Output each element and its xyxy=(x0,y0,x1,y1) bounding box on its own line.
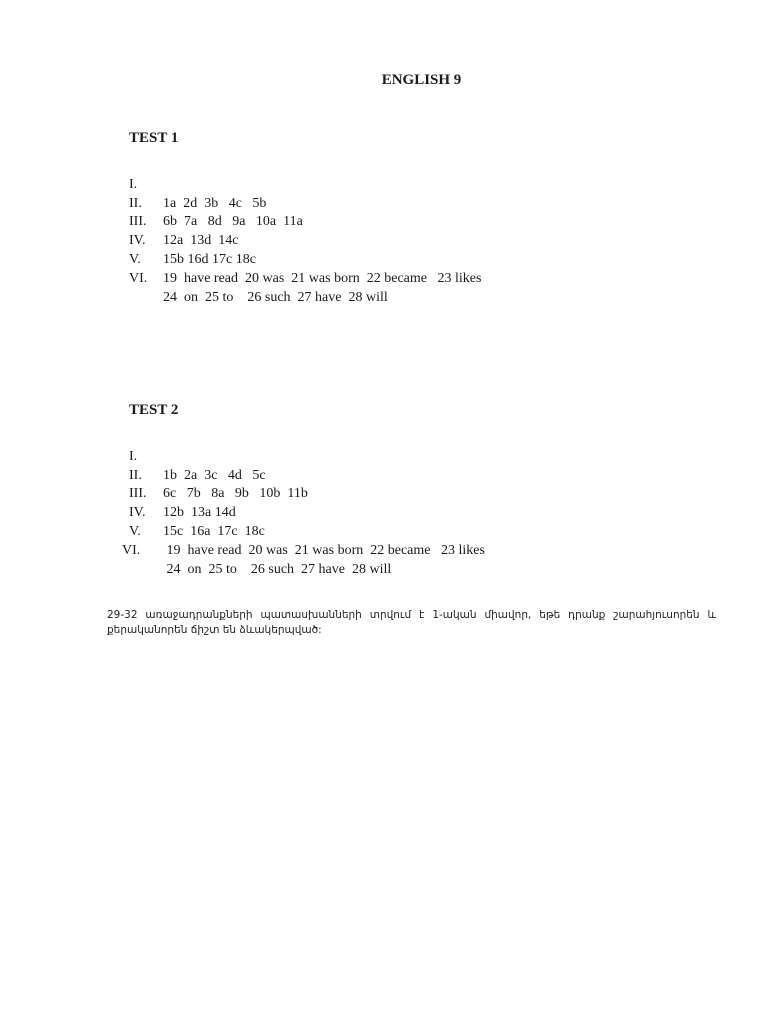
answer-text: 6c 7b 8a 9b 10b 11b xyxy=(163,486,308,502)
roman-numeral: III. xyxy=(129,214,147,230)
roman-numeral: VI. xyxy=(129,270,148,286)
answer-text: 24 on 25 to 26 such 27 have 28 will xyxy=(163,561,392,577)
test-1-answer-list xyxy=(0,157,768,305)
roman-numeral: VI. xyxy=(122,542,141,558)
answer-text: 19 have read 20 was 21 was born 22 became 23 likes xyxy=(163,542,485,558)
test-1-heading: TEST 1 xyxy=(129,130,179,146)
test-2-answer-list xyxy=(0,429,768,577)
answer-text: 15c 16a 17c 18c xyxy=(163,523,265,539)
document-title: ENGLISH 9 xyxy=(381,72,462,88)
scoring-note: 29-32 առաջադրանքների պատասխանների տրվում է 1-ական միավոր, եթե դրանք շարահյուսորեն և քերականորեն ճիշտ են ձևակերպված: xyxy=(107,609,716,636)
answer-text: 6b 7a 8d 9a 10a 11a xyxy=(163,214,303,230)
answer-text: 12a 13d 14c xyxy=(163,233,239,249)
roman-numeral: IV. xyxy=(129,233,146,249)
roman-numeral: IV. xyxy=(129,505,146,521)
roman-numeral: III. xyxy=(129,486,147,502)
roman-numeral: I. xyxy=(129,448,138,464)
answer-text: 15b 16d 17c 18c xyxy=(163,251,256,267)
roman-numeral: II. xyxy=(129,467,142,483)
answer-text: 1a 2d 3b 4c 5b xyxy=(163,195,267,211)
answer-text: 19 have read 20 was 21 was born 22 became 23 likes xyxy=(163,270,482,286)
test-2-heading: TEST 2 xyxy=(129,402,179,418)
answer-text: 24 on 25 to 26 such 27 have 28 will xyxy=(163,289,388,305)
answer-text: 12b 13a 14d xyxy=(163,505,236,521)
roman-numeral: I. xyxy=(129,176,138,192)
answer-text: 1b 2a 3c 4d 5c xyxy=(163,467,266,483)
roman-numeral: V. xyxy=(129,251,141,267)
roman-numeral: V. xyxy=(129,523,141,539)
roman-numeral: II. xyxy=(129,195,142,211)
